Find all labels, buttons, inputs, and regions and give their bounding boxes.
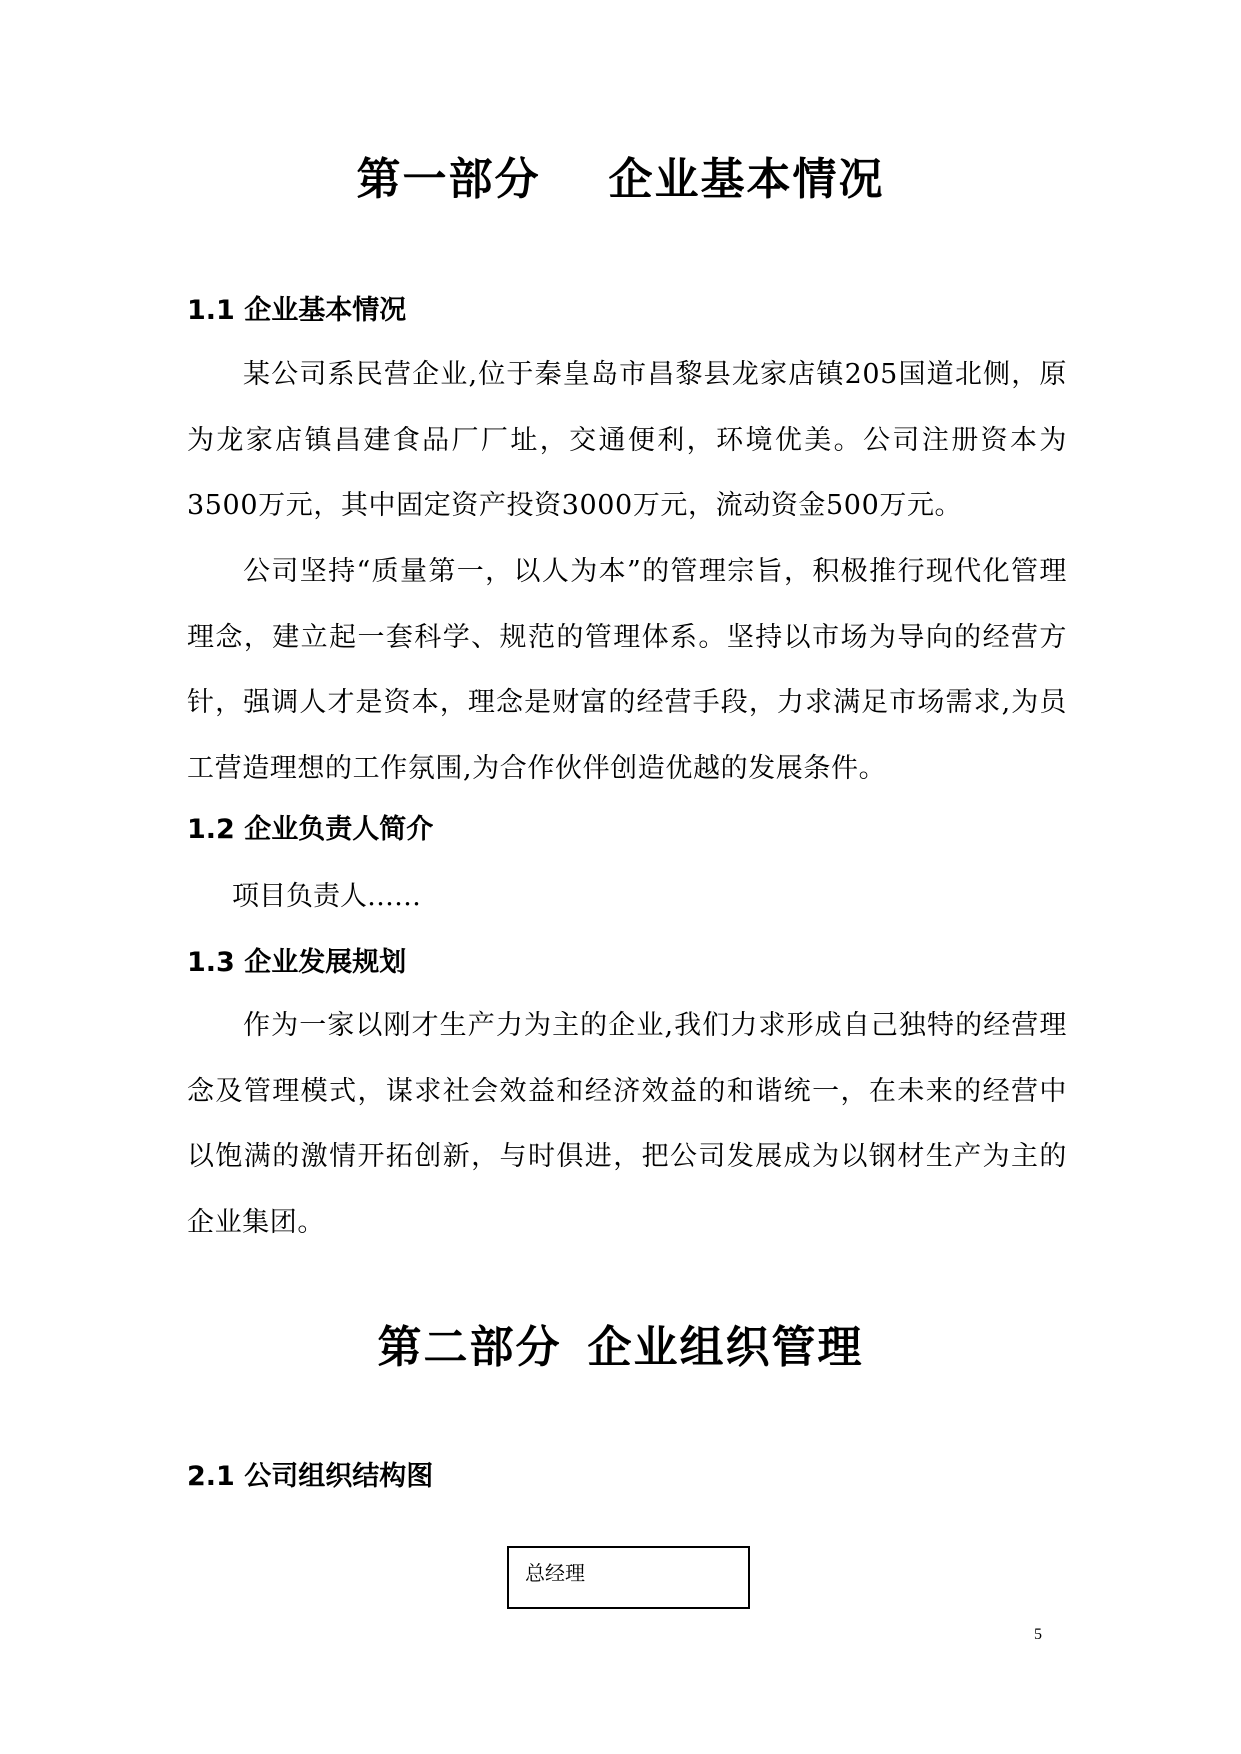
part-1-title-text: 企业基本情况 [608,154,885,205]
section-1-3-paragraph: 作为一家以刚才生产力为主的企业,我们力求形成自己独特的经营理念及管理模式，谋求社会效益和经济效益的和谐统一，在未来的经营中以饱满的激情开拓创新，与时俱进，把公司发展成为以钢材生产为主的企业集团。 [187,1010,1067,1238]
section-1-2-text: 项目负责人…… [232,881,421,912]
section-1-3-heading: 1.3 企业发展规划 [187,947,407,978]
part-2-title [0,1318,1241,1378]
section-1-1-heading: 1.1 企业基本情况 [187,295,407,326]
part-1-title [0,150,1241,210]
part-2-title-number: 第二部分 [377,1322,562,1373]
section-2-1-heading: 2.1 公司组织结构图 [187,1461,434,1492]
section-1-1-paragraph-2: 公司坚持“质量第一，以人为本”的管理宗旨，积极推行现代化管理理念，建立起一套科学、规范的管理体系。坚持以市场为导向的经营方针，强调人才是资本，理念是财富的经营手段，力求满足市场需求,为员工营造理想的工作氛围,为合作伙伴创造优越的发展条件。 [187,556,1067,784]
org-chart-general-manager-box [507,1546,750,1609]
section-1-1-paragraph-1: 某公司系民营企业,位于秦皇岛市昌黎县龙家店镇205国道北侧，原为龙家店镇昌建食品厂厂址，交通便利，环境优美。公司注册资本为3500万元，其中固定资产投资3000万元，流动资金500万元。 [187,359,1067,521]
section-1-2-heading: 1.2 企业负责人简介 [187,814,434,845]
part-2-title-text: 企业组织管理 [587,1322,864,1373]
org-chart-general-manager-label: 总经理 [525,1561,585,1585]
part-1-title-number: 第一部分 [356,154,541,205]
page-number: 5 [1034,1626,1042,1643]
